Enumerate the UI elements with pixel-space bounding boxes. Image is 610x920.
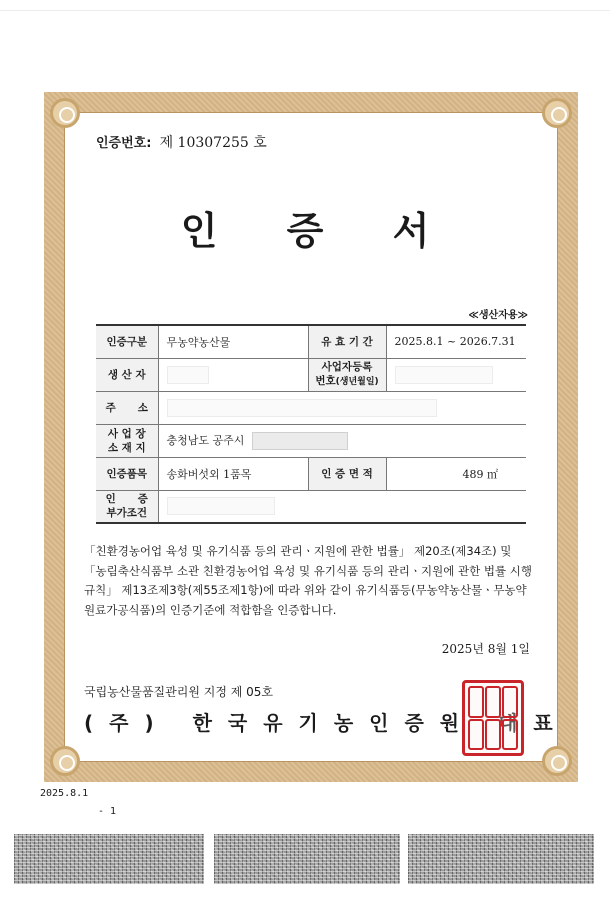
producer-label: 생 산 자 — [96, 358, 158, 391]
redacted-field — [167, 399, 437, 417]
document-title: 인 증 서 — [180, 209, 458, 253]
certificate-number-value: 제 10307255 호 — [159, 135, 267, 151]
footer-print-date: 2025.8.1 — [40, 788, 89, 799]
additional-conditions-value — [158, 490, 526, 523]
table-row — [96, 424, 526, 457]
cert-type-label: 인증구분 — [96, 325, 158, 358]
designation-text: 국립농산물품질관리원 지정 제 05호 — [84, 685, 274, 699]
table-row — [96, 391, 526, 424]
security-pattern — [214, 834, 400, 884]
business-number-label-prefix: 번호 — [315, 375, 336, 387]
redacted-field — [252, 432, 348, 450]
certificate-info-table — [96, 324, 526, 524]
site-location-label-line2: 소 재 지 — [107, 441, 146, 454]
cert-area-label: 인 증 면 적 — [308, 457, 386, 490]
certification-statement: 「친환경농어업 육성 및 유기식품 등의 관리ㆍ지원에 관한 법률」 제20조(제34조) 및 「농림축산식품부 소관 친환경농어업 육성 및 유기식품 등의 관리ㆍ지원에 관한 법률 시행규칙」 제13조제3항(제55조제1항)에 따라 위와 같이 유기식품등(무농약농산물ㆍ무농약원료가공식품)의 인증기준에 적합함을 인증합니다. — [84, 544, 532, 617]
cert-type-value: 무농약농산물 — [158, 325, 308, 358]
redacted-field — [167, 497, 275, 515]
certificate-number — [96, 132, 267, 152]
business-number-label-line1: 사업자등록 — [321, 361, 373, 373]
cert-area-value: 489 ㎡ — [386, 457, 526, 490]
corner-ornament-icon — [542, 98, 572, 128]
address-value — [158, 391, 526, 424]
redacted-field — [167, 366, 209, 384]
business-number-label-sub: (생년월일) — [335, 377, 379, 387]
usage-tag: ≪생산자용≫ — [468, 310, 528, 321]
additional-conditions-label-line2: 부가조건 — [106, 507, 148, 520]
cert-item-label: 인증품목 — [96, 457, 158, 490]
validity-label: 유 효 기 간 — [308, 325, 386, 358]
additional-conditions-label — [96, 490, 158, 523]
redacted-field — [395, 366, 493, 384]
footer-page-number: - 1 — [98, 806, 117, 817]
cert-item-value: 송화버섯외 1품목 — [158, 457, 308, 490]
table-row — [96, 325, 526, 358]
site-location-text: 충청남도 공주시 — [166, 433, 245, 447]
validity-value: 2025.8.1 ~ 2026.7.31 — [386, 325, 526, 358]
producer-value — [158, 358, 308, 391]
business-number-value — [386, 358, 526, 391]
corner-ornament-icon — [50, 98, 80, 128]
site-location-label-line1: 사 업 장 — [107, 427, 146, 440]
security-pattern — [408, 834, 594, 884]
business-number-label — [308, 358, 386, 391]
additional-conditions-label-line1: 인 증 — [105, 493, 148, 506]
address-label: 주 소 — [96, 391, 158, 424]
top-divider — [0, 10, 610, 11]
table-row — [96, 457, 526, 490]
issue-date: 2025년 8월 1일 — [441, 642, 530, 656]
security-pattern — [14, 834, 204, 884]
table-row — [96, 358, 526, 391]
site-location-label — [96, 424, 158, 457]
site-location-value — [158, 424, 526, 457]
corner-ornament-icon — [50, 746, 80, 776]
table-row — [96, 490, 526, 523]
corner-ornament-icon — [542, 746, 572, 776]
seal-stamp-icon — [462, 680, 524, 756]
certificate-number-label: 인증번호: — [96, 136, 152, 151]
issuer-organization: (주) 한국유기농인증원 대표 — [84, 711, 569, 735]
